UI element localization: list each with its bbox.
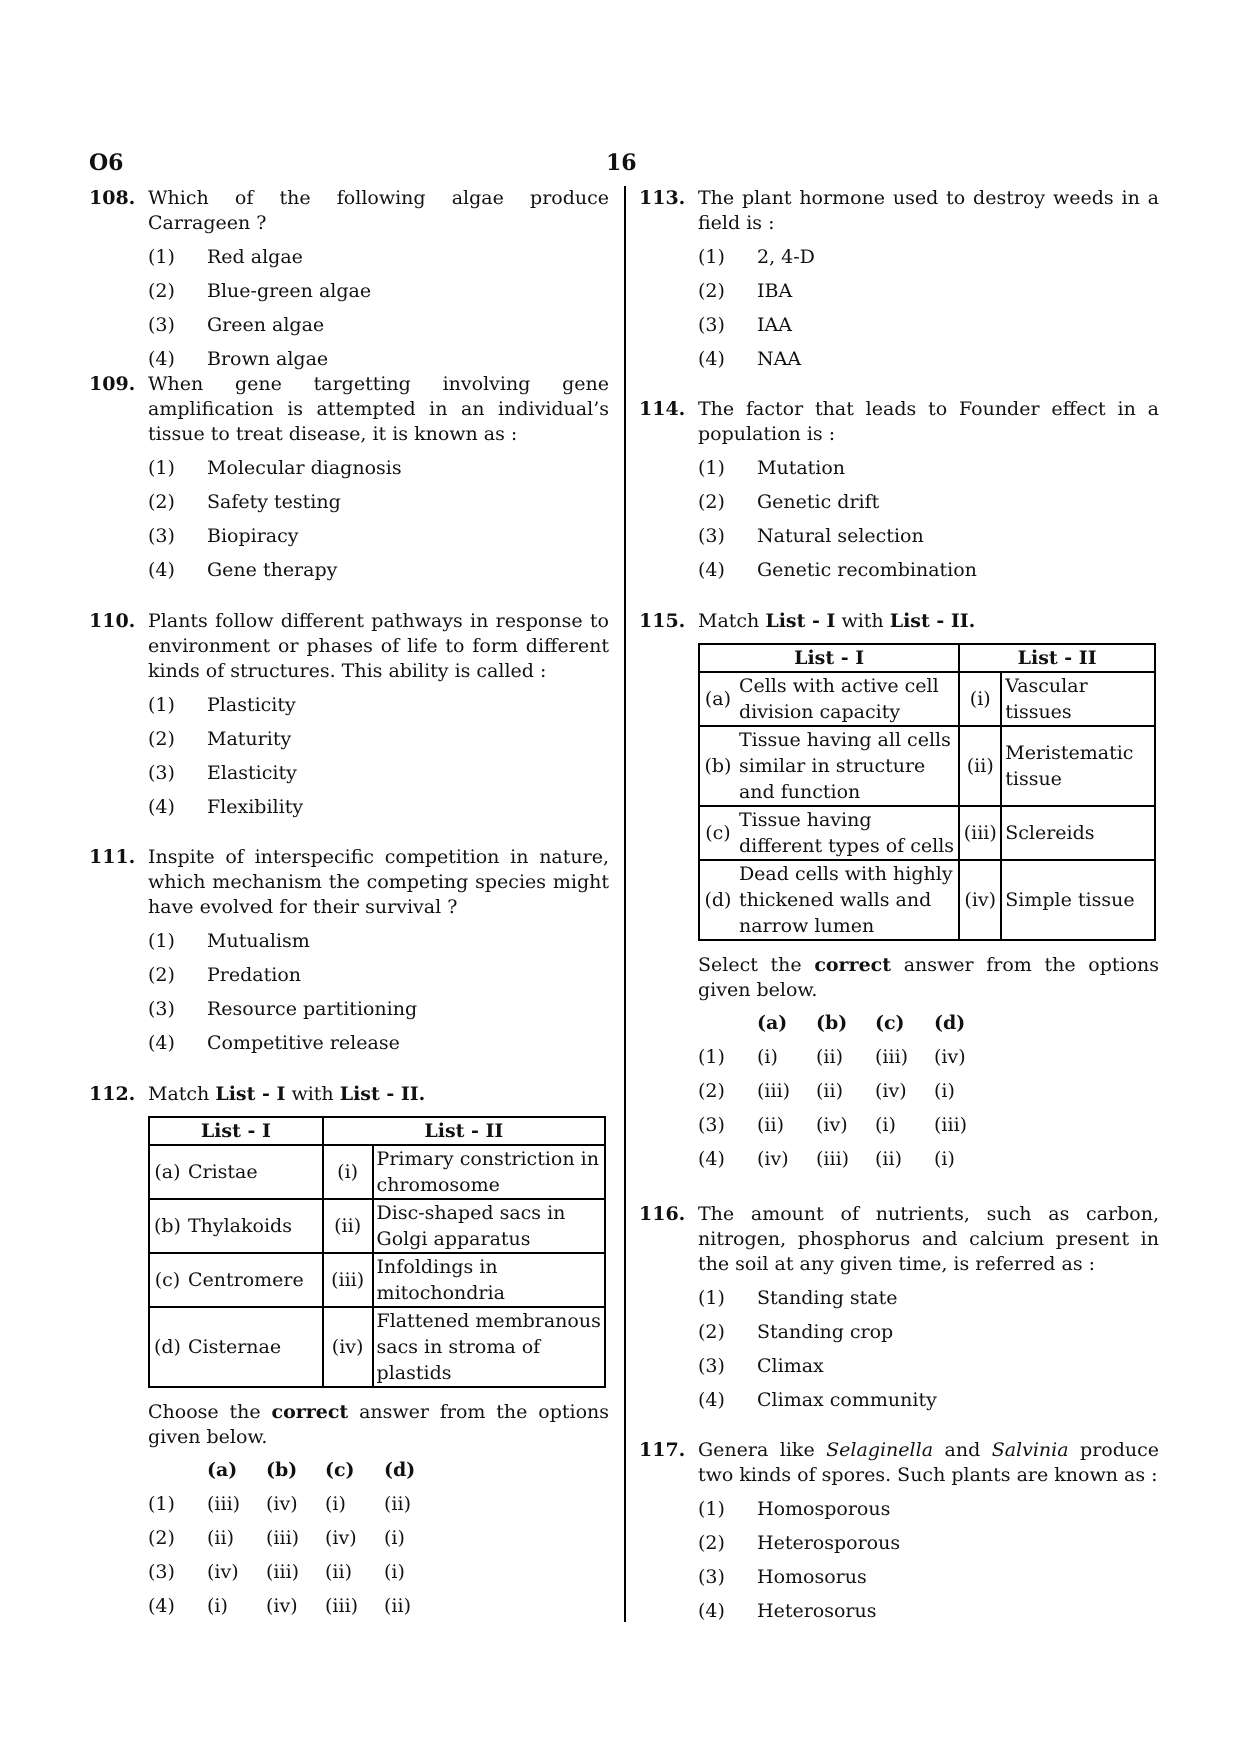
question-number: 116. <box>639 1203 686 1225</box>
options-list <box>148 929 609 1065</box>
option[interactable]: (1) 2, 4-D <box>698 246 815 268</box>
option[interactable]: (3) Homosorus <box>698 1566 867 1588</box>
question-number: 111. <box>89 846 136 868</box>
option[interactable]: (1) Molecular diagnosis <box>148 457 402 479</box>
page-number: 16 <box>606 150 637 176</box>
question-text: Genera like Selaginella and Salvinia produce two kinds of spores. Such plants are known as : <box>698 1439 1160 1486</box>
table-row: (b) Tissue having all cells similar in structure and function (ii) Meristematic tissue <box>699 726 1155 806</box>
option[interactable]: (4) Flexibility <box>148 796 304 818</box>
question-text: Match List - I with List - II. <box>698 610 976 632</box>
option[interactable]: (3) Natural selection <box>698 525 924 547</box>
option[interactable]: (3) Resource partitioning <box>148 998 418 1020</box>
question-114 <box>639 397 1159 592</box>
question-text: Which of the following algae produce Carrageen ? <box>148 187 609 234</box>
question-number: 114. <box>639 398 686 420</box>
question-111 <box>89 845 609 1065</box>
match-table <box>148 1116 606 1388</box>
option[interactable]: (2) Predation <box>148 964 301 986</box>
answer-option[interactable]: (2) (ii) (iii) (iv) (i) <box>148 1527 405 1549</box>
option[interactable]: (1) Mutualism <box>148 930 310 952</box>
question-110 <box>89 609 609 829</box>
option[interactable]: (4) Brown algae <box>148 348 329 370</box>
question-text: The amount of nutrients, such as carbon, nitrogen, phosphorus and calcium present in the soil at any given time, is referred as : <box>698 1203 1159 1275</box>
question-109 <box>89 372 609 592</box>
question-text: The plant hormone used to destroy weeds in a field is : <box>698 187 1159 234</box>
option[interactable]: (2) Genetic drift <box>698 491 880 513</box>
option[interactable]: (4) Climax community <box>698 1389 937 1411</box>
question-number: 112. <box>89 1083 136 1105</box>
question-113 <box>639 186 1159 381</box>
option[interactable]: (1) Red algae <box>148 246 303 268</box>
column-divider <box>624 186 626 1622</box>
options-list <box>148 245 609 381</box>
table-row: (c) Centromere (iii) Infoldings in mitochondria <box>149 1253 605 1307</box>
answer-option[interactable]: (4) (i) (iv) (iii) (ii) <box>148 1595 411 1617</box>
option[interactable]: (3) Climax <box>698 1355 824 1377</box>
option[interactable]: (2) Safety testing <box>148 491 341 513</box>
table-row: (d) Cisternae (iv) Flattened membranous sacs in stroma of plastids <box>149 1307 605 1387</box>
option[interactable]: (4) Heterosorus <box>698 1600 877 1622</box>
answer-option[interactable]: (3) (iv) (iii) (ii) (i) <box>148 1561 405 1583</box>
answer-option[interactable]: (1) (i) (ii) (iii) (iv) <box>698 1046 966 1068</box>
question-text: When gene targetting involving gene amplification is attempted in an individual’s tissue to treat disease, it is known as : <box>148 373 609 445</box>
answer-options: (a) (b) (c) (d) (1) (iii) (iv) (i) (ii) (2) (ii) (iii) (iv) (i) (3) (iv) (iii) (ii) (i) (4) (i) (iv) (iii) (ii) <box>148 1458 443 1628</box>
option[interactable]: (1) Plasticity <box>148 694 296 716</box>
option[interactable]: (1) Standing state <box>698 1287 898 1309</box>
answer-option[interactable]: (2) (iii) (ii) (iv) (i) <box>698 1080 955 1102</box>
option[interactable]: (4) Gene therapy <box>148 559 338 581</box>
table-row: (b) Thylakoids (ii) Disc-shaped sacs in Golgi apparatus <box>149 1199 605 1253</box>
answer-option[interactable]: (1) (iii) (iv) (i) (ii) <box>148 1493 411 1515</box>
option[interactable]: (3) IAA <box>698 314 792 336</box>
question-116 <box>639 1202 1159 1422</box>
option[interactable]: (2) Standing crop <box>698 1321 894 1343</box>
question-text: Match List - I with List - II. <box>148 1083 426 1105</box>
option[interactable]: (2) Blue-green algae <box>148 280 372 302</box>
option[interactable]: (1) Mutation <box>698 457 846 479</box>
option[interactable]: (3) Biopiracy <box>148 525 299 547</box>
question-number: 108. <box>89 187 136 209</box>
instruction-text: Select the correct answer from the options given below. <box>698 954 1160 1001</box>
options-list <box>148 693 609 829</box>
question-number: 115. <box>639 610 686 632</box>
question-117 <box>639 1438 1159 1633</box>
table-row: (c) Tissue having different types of cells (iii) Sclereids <box>699 806 1155 860</box>
question-108 <box>89 186 609 381</box>
match-table <box>698 643 1156 941</box>
options-list <box>148 456 609 592</box>
table-row: (a) Cells with active cell division capacity (i) Vascular tissues <box>699 672 1155 726</box>
option[interactable]: (2) IBA <box>698 280 793 302</box>
question-number: 109. <box>89 373 136 395</box>
options-list <box>698 1497 1159 1633</box>
question-number: 117. <box>639 1439 686 1461</box>
options-list <box>698 1286 1159 1422</box>
table-header: List - II <box>323 1117 605 1145</box>
question-text: Inspite of interspecific competition in nature, which mechanism the competing species might have evolved for their survival ? <box>148 846 609 918</box>
option[interactable]: (2) Maturity <box>148 728 292 750</box>
question-number: 110. <box>89 610 136 632</box>
option[interactable]: (4) Genetic recombination <box>698 559 977 581</box>
table-header: List - II <box>959 644 1155 672</box>
instruction-text: Choose the correct answer from the options given below. <box>148 1401 610 1448</box>
answer-option[interactable]: (3) (ii) (iv) (i) (iii) <box>698 1114 968 1136</box>
answer-options: (a) (b) (c) (d) (1) (i) (ii) (iii) (iv) (2) (iii) (ii) (iv) (i) (3) (ii) (iv) (i) (iii) (4) (iv) (iii) (ii) (i) <box>698 1011 993 1181</box>
option[interactable]: (3) Elasticity <box>148 762 297 784</box>
question-112 <box>89 1082 609 1628</box>
option[interactable]: (1) Homosporous <box>698 1498 891 1520</box>
table-header: List - I <box>149 1117 323 1145</box>
option[interactable]: (2) Heterosporous <box>698 1532 901 1554</box>
table-row: (a) Cristae (i) Primary constriction in chromosome <box>149 1145 605 1199</box>
option[interactable]: (4) NAA <box>698 348 802 370</box>
question-text: Plants follow different pathways in response to environment or phases of life to form different kinds of structures. This ability is called : <box>148 610 609 682</box>
paper-code: O6 <box>89 150 124 176</box>
options-list <box>698 456 1159 592</box>
option[interactable]: (4) Competitive release <box>148 1032 400 1054</box>
table-row: (d) Dead cells with highly thickened walls and narrow lumen (iv) Simple tissue <box>699 860 1155 940</box>
question-number: 113. <box>639 187 686 209</box>
question-115 <box>639 609 1159 1181</box>
question-text: The factor that leads to Founder effect in a population is : <box>698 398 1159 445</box>
option[interactable]: (3) Green algae <box>148 314 325 336</box>
table-header: List - I <box>699 644 959 672</box>
options-list <box>698 245 1159 381</box>
answer-option[interactable]: (4) (iv) (iii) (ii) (i) <box>698 1148 955 1170</box>
